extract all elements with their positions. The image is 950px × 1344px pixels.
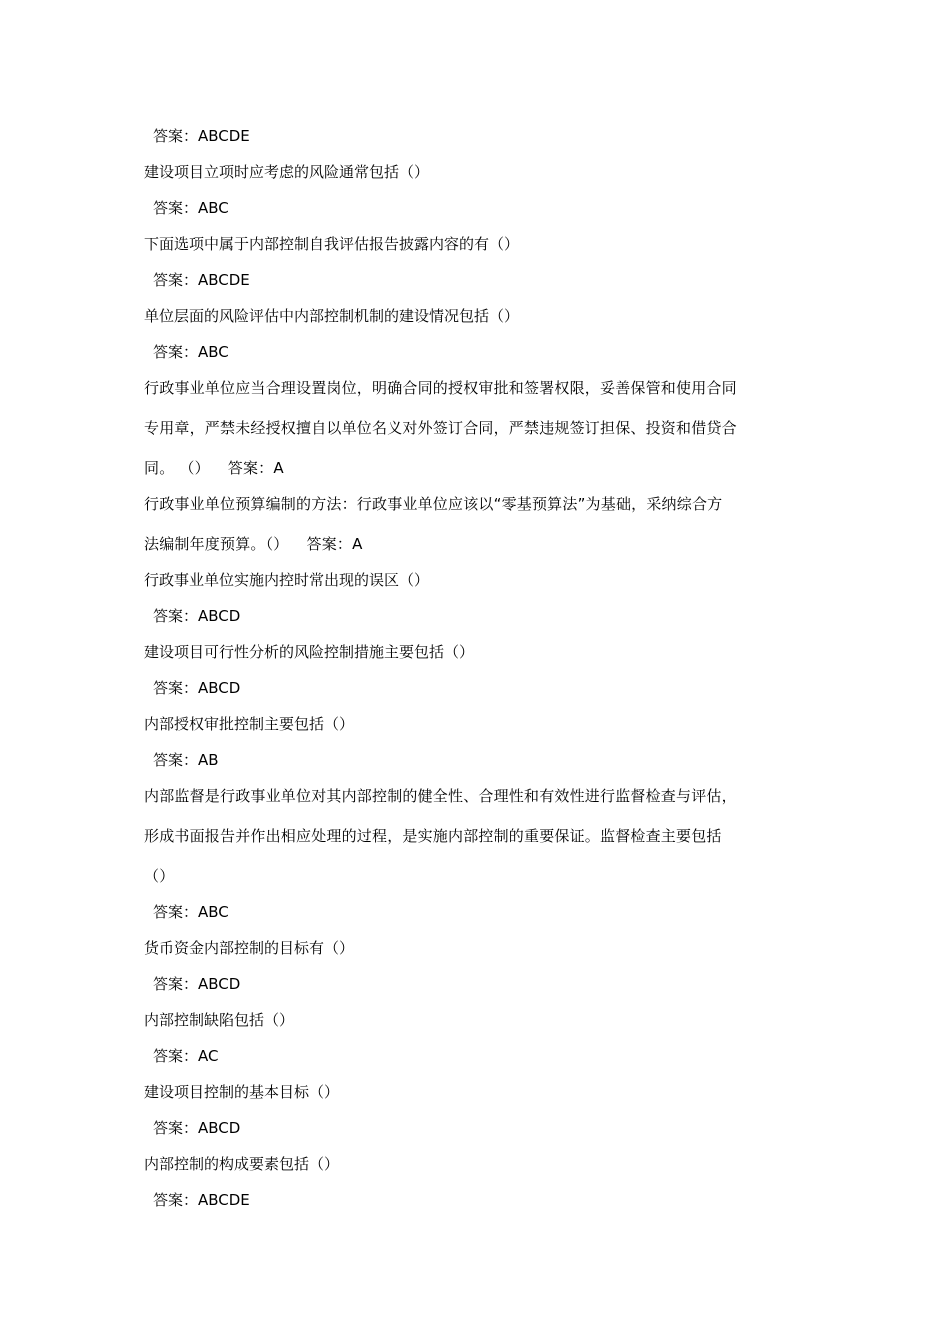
question-text: 同。 （） — [144, 459, 210, 477]
question-contract — [144, 370, 816, 486]
question-line: 行政事业单位实施内控时常出现的误区（） — [144, 571, 430, 589]
answer-line: 答案：ABCDE — [153, 127, 250, 145]
question-text: 法编制年度预算。（） — [144, 535, 289, 553]
document-page — [144, 118, 816, 1218]
answer-line: 答案：ABCD — [153, 607, 241, 625]
question-line: 专用章，严禁未经授权擅自以单位名义对外签订合同，严禁违规签订担保、投资和借贷合 — [144, 419, 737, 437]
question-budget — [144, 486, 816, 562]
question-line: 内部控制缺陷包括（） — [144, 1011, 295, 1029]
question-line: 建设项目立项时应考虑的风险通常包括（） — [144, 163, 430, 181]
answer-line: 答案：ABCDE — [153, 271, 250, 289]
question-line: 行政事业单位应当合理设置岗位，明确合同的授权审批和签署权限，妥善保管和使用合同 — [144, 379, 737, 397]
inline-answer: 答案：A — [306, 535, 363, 553]
answer-line: 答案：ABC — [153, 343, 229, 361]
question-supervision — [144, 778, 816, 894]
question-line-with-answer — [144, 450, 816, 486]
question-line: 内部授权审批控制主要包括（） — [144, 715, 355, 733]
question-line: 货币资金内部控制的目标有（） — [144, 939, 355, 957]
question-line: 建设项目控制的基本目标（） — [144, 1083, 340, 1101]
answer-line: 答案：ABC — [153, 199, 229, 217]
answer-line: 答案：AC — [153, 1047, 219, 1065]
question-line: 行政事业单位预算编制的方法：行政事业单位应该以“零基预算法”为基础，采纳综合方 — [144, 495, 723, 513]
answer-line: 答案：AB — [153, 751, 219, 769]
question-line: 下面选项中属于内部控制自我评估报告披露内容的有（） — [144, 235, 520, 253]
question-line: 单位层面的风险评估中内部控制机制的建设情况包括（） — [144, 307, 520, 325]
question-line-with-answer — [144, 526, 816, 562]
question-line: 内部控制的构成要素包括（） — [144, 1155, 340, 1173]
question-line: 形成书面报告并作出相应处理的过程，是实施内部控制的重要保证。监督检查主要包括 — [144, 827, 722, 845]
question-line: 内部监督是行政事业单位对其内部控制的健全性、合理性和有效性进行监督检查与评估， — [144, 787, 737, 805]
answer-line: 答案：ABCD — [153, 679, 241, 697]
question-line: 建设项目可行性分析的风险控制措施主要包括（） — [144, 643, 475, 661]
answer-line: 答案：ABC — [153, 903, 229, 921]
question-line: （） — [144, 867, 175, 885]
answer-line: 答案：ABCD — [153, 1119, 241, 1137]
answer-line: 答案：ABCD — [153, 975, 241, 993]
inline-answer: 答案：A — [227, 459, 284, 477]
answer-line: 答案：ABCDE — [153, 1191, 250, 1209]
